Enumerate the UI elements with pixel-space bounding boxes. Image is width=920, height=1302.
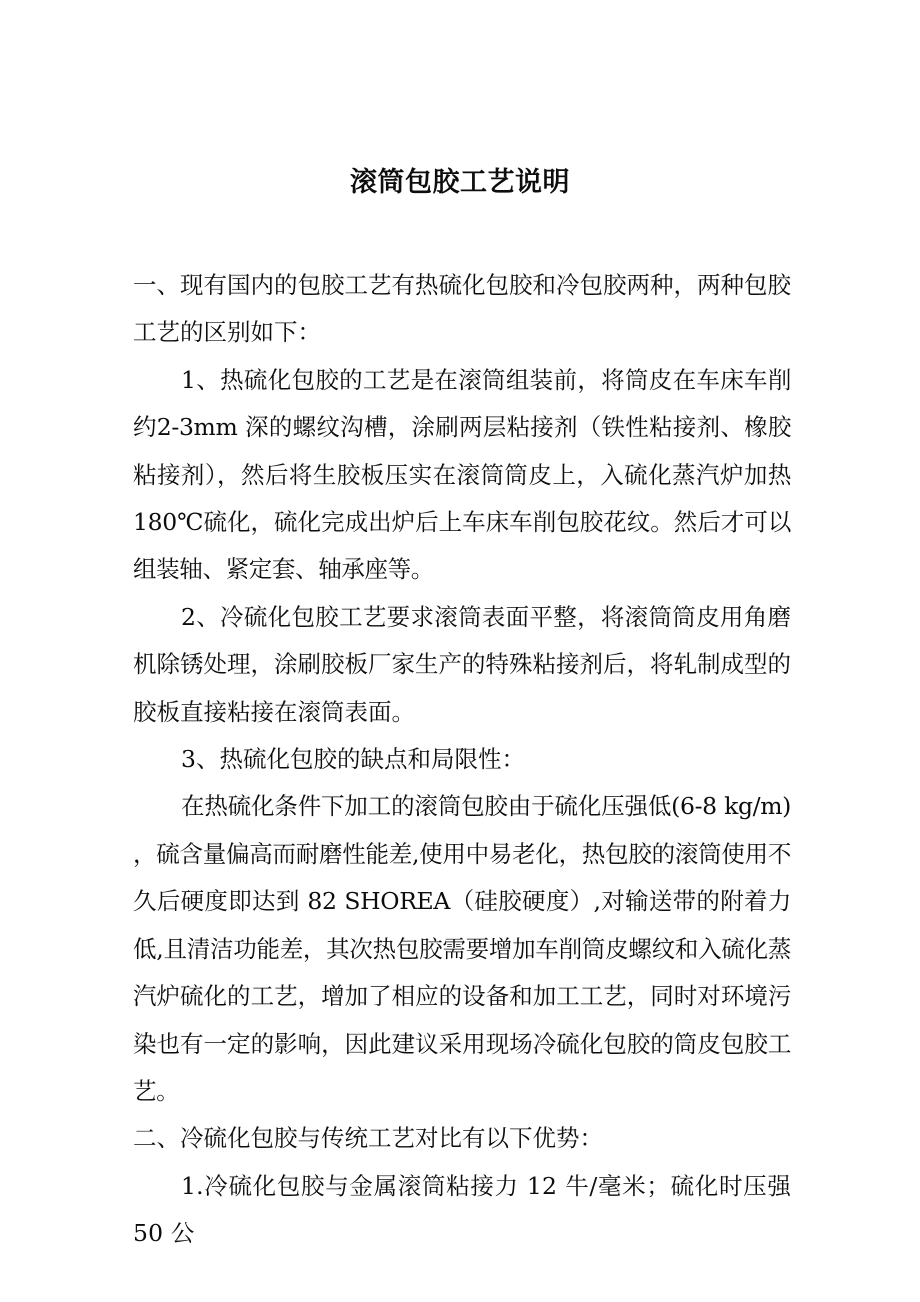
paragraph-item-3-body: 在热硫化条件下加工的滚筒包胶由于硫化压强低(6-8 kg/m) ，硫含量偏高而耐磨性能差,使用中易老化，热包胶的滚筒使用不久后硬度即达到 82 SHOREA（硅胶硬度）,对输送带的附着力低,且清洁功能差，其次热包胶需要增加车削筒皮螺纹和入硫化蒸汽炉硫化的工艺，增加了相应的设备和加工工艺，同时对环境污染也有一定的影响，因此建议采用现场冷硫化包胶的筒皮包胶工艺。 [133, 792, 799, 1105]
paragraph-section-2-heading: 二、冷硫化包胶与传统工艺对比有以下优势： [133, 1124, 603, 1153]
paragraph-section-1-heading: 一、现有国内的包胶工艺有热硫化包胶和冷包胶两种，两种包胶工艺的区别如下： [133, 271, 791, 347]
document-body [133, 262, 799, 1258]
paragraph-item-3-heading: 3、热硫化包胶的缺点和局限性： [181, 745, 525, 774]
paragraph-advantage-1: 1.冷硫化包胶与金属滚筒粘接力 12 牛/毫米；硫化时压强 50 公 [133, 1171, 799, 1248]
page-title: 滚筒包胶工艺说明 [350, 167, 570, 198]
paragraph-item-2: 2、冷硫化包胶工艺要求滚筒表面平整，将滚筒筒皮用角磨机除锈处理，涂刷胶板厂家生产的特殊粘接剂后，将轧制成型的胶板直接粘接在滚筒表面。 [133, 602, 791, 726]
paragraph-item-1: 1、热硫化包胶的工艺是在滚筒组装前，将筒皮在车床车削约2-3mm 深的螺纹沟槽，涂刷两层粘接剂（铁性粘接剂、橡胶粘接剂），然后将生胶板压实在滚筒筒皮上，入硫化蒸汽炉加热 180℃硫化，硫化完成出炉后上车床车削包胶花纹。然后才可以组装轴、紧定套、轴承座等。 [133, 365, 799, 584]
